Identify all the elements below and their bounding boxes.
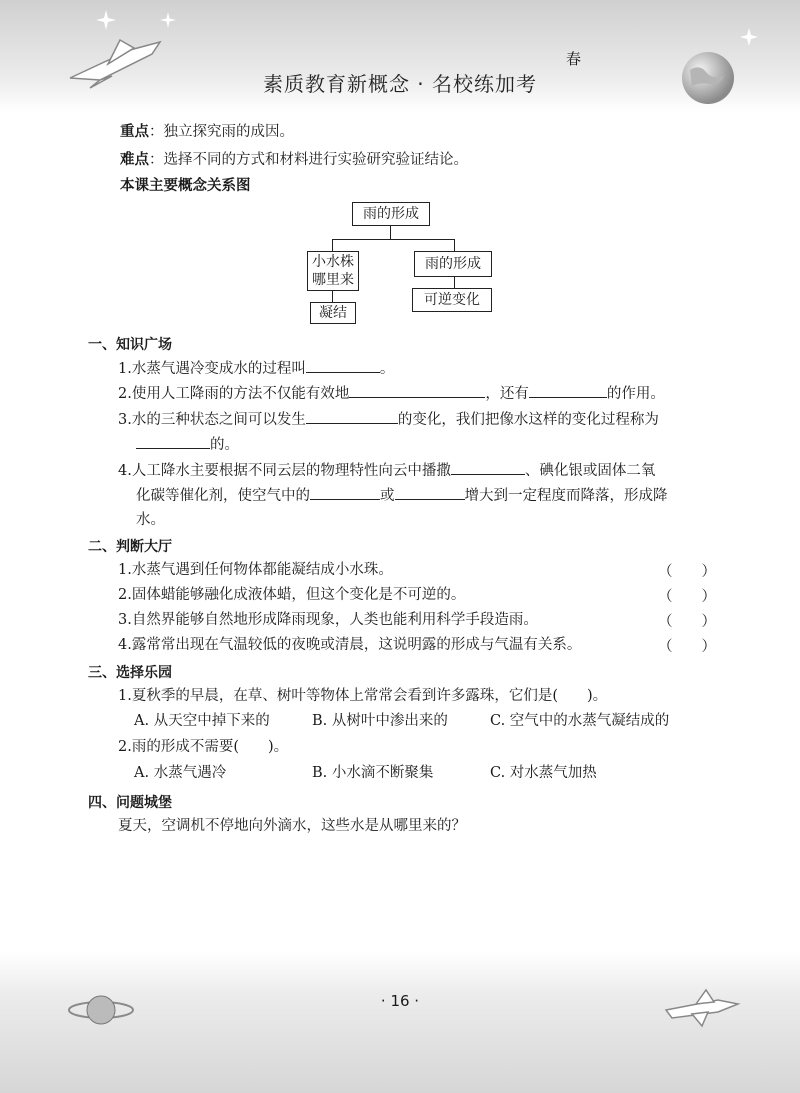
section-judgment-title: 二、判断大厅 bbox=[88, 539, 172, 555]
choice-option-a[interactable]: A. 从天空中掉下来的 bbox=[134, 713, 270, 729]
star-icon bbox=[96, 10, 116, 30]
judgment-item: 4.露常常出现在气温较低的夜晚或清晨，这说明露的形成与气温有关系。 bbox=[118, 637, 582, 653]
answer-blank[interactable] bbox=[349, 383, 485, 398]
judgment-item: 1.水蒸气遇到任何物体都能凝结成小水珠。 bbox=[118, 562, 393, 578]
concept-root-node: 雨的形成 bbox=[352, 202, 430, 226]
answer-blank[interactable] bbox=[310, 485, 380, 500]
question-1-1: 1.水蒸气遇冷变成水的过程叫 。 bbox=[118, 358, 394, 379]
section-knowledge-title: 一、知识广场 bbox=[88, 337, 172, 353]
concept-left-node bbox=[307, 251, 359, 291]
answer-blank[interactable] bbox=[306, 409, 398, 424]
connector-line bbox=[454, 277, 455, 288]
star-icon bbox=[740, 28, 758, 46]
answer-blank[interactable] bbox=[529, 383, 607, 398]
connector-line bbox=[454, 239, 455, 251]
answer-blank[interactable] bbox=[451, 460, 525, 475]
section-question-title: 四、问题城堡 bbox=[88, 795, 172, 811]
connector-line bbox=[332, 239, 455, 240]
page-header-title: 素质教育新概念 · 名校练加考 bbox=[262, 72, 538, 96]
concept-left-node-line1: 小水株 bbox=[312, 254, 354, 270]
answer-blank[interactable] bbox=[306, 358, 380, 373]
question-1-2: 2.使用人工降雨的方法不仅能有效地 ，还有 的作用。 bbox=[118, 383, 665, 404]
concept-left-child: 凝结 bbox=[310, 302, 356, 324]
star-icon bbox=[160, 12, 176, 28]
difficulty-text: 选择不同的方式和材料进行实验研究验证结论。 bbox=[163, 152, 468, 168]
season-label: 春 bbox=[566, 50, 582, 68]
question-1-4-end: 水。 bbox=[136, 512, 165, 528]
judgment-item: 2.固体蜡能够融化成液体蜡，但这个变化是不可逆的。 bbox=[118, 587, 466, 603]
concept-right-node: 雨的形成 bbox=[414, 251, 492, 277]
choice-question-2: 2.雨的形成不需要( )。 bbox=[118, 739, 289, 755]
answer-blank[interactable] bbox=[395, 485, 465, 500]
question-1-4-cont: 化碳等催化剂，使空气中的 或 增大到一定程度而降落，形成降 bbox=[136, 485, 668, 506]
judgment-answer-bracket[interactable]: （ ） bbox=[658, 589, 716, 605]
connector-line bbox=[390, 226, 391, 239]
question-1-3-cont: 的。 bbox=[136, 434, 239, 455]
choice-option-a[interactable]: A. 水蒸气遇冷 bbox=[134, 765, 227, 781]
connector-line bbox=[332, 291, 333, 302]
section-choice-title: 三、选择乐园 bbox=[88, 665, 172, 681]
focus-text: 独立探究雨的成因。 bbox=[163, 124, 294, 140]
concept-right-child: 可逆变化 bbox=[412, 288, 492, 312]
choice-option-b[interactable]: B. 小水滴不断聚集 bbox=[312, 765, 434, 781]
choice-option-c[interactable]: C. 空气中的水蒸气凝结成的 bbox=[490, 713, 670, 729]
judgment-answer-bracket[interactable]: （ ） bbox=[658, 639, 716, 655]
judgment-item: 3.自然界能够自然地形成降雨现象，人类也能利用科学手段造雨。 bbox=[118, 612, 538, 628]
question-1-4: 4.人工降水主要根据不同云层的物理特性向云中播撒 、碘化银或固体二氧 bbox=[118, 460, 655, 481]
focus-label: 重点 bbox=[120, 124, 149, 140]
question-1-3: 3.水的三种状态之间可以发生 的变化，我们把像水这样的变化过程称为 bbox=[118, 409, 659, 430]
choice-question-1: 1.夏秋季的早晨，在草、树叶等物体上常常会看到许多露珠，它们是( )。 bbox=[118, 688, 608, 704]
open-question: 夏天，空调机不停地向外滴水，这些水是从哪里来的？ bbox=[118, 818, 466, 834]
difficulty-label: 难点 bbox=[120, 152, 149, 168]
judgment-answer-bracket[interactable]: （ ） bbox=[658, 564, 716, 580]
page-number: · 16 · bbox=[380, 992, 420, 1010]
difficulty-line: 难点：选择不同的方式和材料进行实验研究验证结论。 bbox=[120, 152, 468, 168]
judgment-answer-bracket[interactable]: （ ） bbox=[658, 614, 716, 630]
choice-option-b[interactable]: B. 从树叶中渗出来的 bbox=[312, 713, 448, 729]
connector-line bbox=[332, 239, 333, 251]
answer-blank[interactable] bbox=[136, 434, 210, 449]
concept-left-node-line2: 哪里来 bbox=[312, 272, 354, 288]
focus-line: 重点：独立探究雨的成因。 bbox=[120, 124, 294, 140]
choice-option-c[interactable]: C. 对水蒸气加热 bbox=[490, 765, 597, 781]
concept-map-title: 本课主要概念关系图 bbox=[120, 178, 251, 194]
